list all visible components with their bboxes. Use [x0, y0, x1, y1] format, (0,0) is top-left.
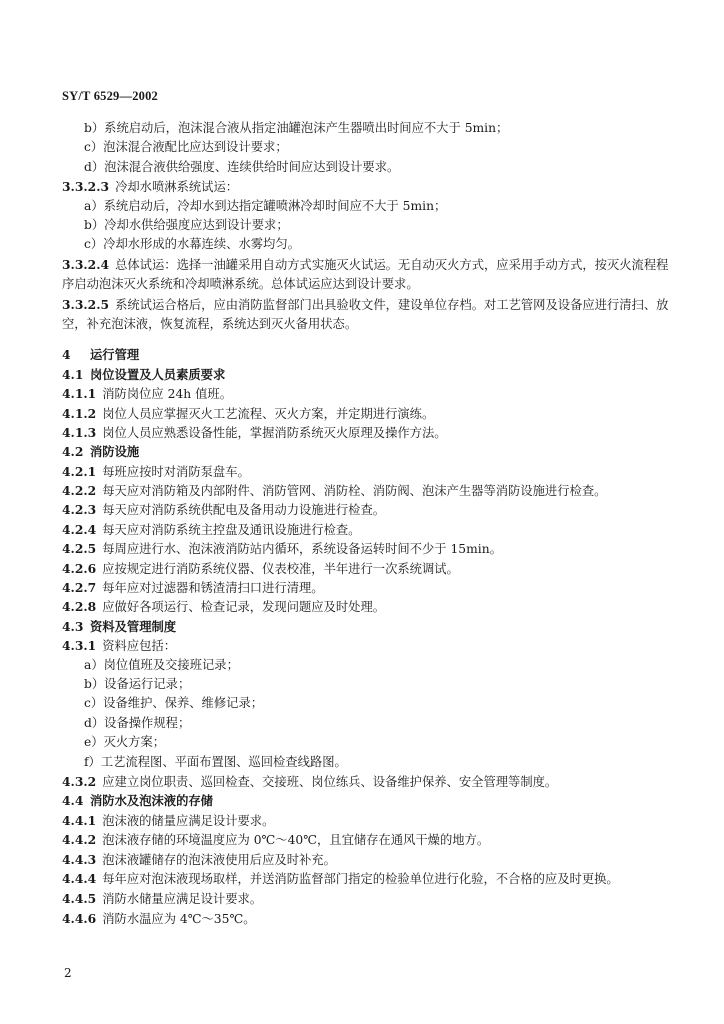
clause — [62, 177, 672, 196]
clause-text: 资料及管理制度 — [90, 618, 177, 634]
clause-text: 总体试运：选择一油罐采用自动方式实施灭火试运。无自动灭火方式，应采用手动方式，按灭火流程程序启动泡沫灭火系统和冷却喷淋系统。总体试运应达到设计要求。 — [62, 257, 669, 292]
clause-number: 4.4.5 — [62, 891, 97, 907]
clause-text: 每年应对泡沫液现场取样，并送消防监督部门指定的检验单位进行化验，不合格的应及时更换。 — [102, 871, 619, 886]
clause-number: 4.4.3 — [62, 851, 97, 867]
clause-text: 泡沫液存储的环境温度应为 0℃～40℃，且宜储存在通风干燥的地方。 — [102, 833, 490, 848]
standard-code-header: SY/T 6529—2002 — [62, 89, 158, 103]
clause-text: 消防设施 — [90, 444, 140, 460]
clause-number: 4.3.2 — [62, 773, 97, 789]
clause-text: 资料应包括： — [102, 639, 177, 654]
list-item: c）设备维护、保养、维修记录； — [84, 696, 264, 711]
clause — [62, 597, 672, 616]
clause-text: 岗位人员应掌握灭火工艺流程、灭火方案，并定期进行演练。 — [102, 406, 435, 421]
clause-text: 泡沫液的储量应满足设计要求。 — [102, 813, 275, 828]
clause — [62, 500, 672, 519]
clause — [62, 255, 672, 295]
clause-text: 每年应对过滤器和锈渣清扫口进行清理。 — [102, 581, 324, 596]
clause-number: 4.2.4 — [62, 521, 97, 537]
clause — [62, 636, 672, 655]
clause-number: 4.3 — [62, 618, 84, 634]
clause-text: 消防岗位应 24h 值班。 — [102, 387, 232, 402]
document-body — [62, 119, 672, 928]
clause — [62, 772, 672, 791]
clause-number: 4.2.5 — [62, 541, 97, 557]
clause-number: 4.3.1 — [62, 638, 97, 654]
clause — [62, 520, 672, 539]
clause — [62, 462, 672, 481]
clause-number: 4.1.2 — [62, 405, 97, 421]
clause-text: 消防水及泡沫液的存储 — [90, 793, 213, 809]
section-heading — [62, 442, 672, 461]
clause-number: 4.1.1 — [62, 386, 97, 402]
clause-text: 消防水储量应满足设计要求。 — [102, 892, 263, 907]
clause-number: 4.4.2 — [62, 832, 97, 848]
section-heading — [62, 791, 672, 810]
list-item: d）泡沫混合液供给强度、连续供给时间应达到设计要求。 — [84, 159, 400, 174]
clause-number: 4.4.4 — [62, 870, 97, 886]
list-item: c）冷却水形成的水幕连续、水雾均匀。 — [84, 237, 300, 252]
list-item: b）系统启动后，泡沫混合液从指定油罐泡沫产生器喷出时间应不大于 5min； — [84, 121, 509, 135]
clause-number: 4.2.1 — [62, 463, 97, 479]
clause-number: 4.2.7 — [62, 580, 97, 596]
clause-text: 应建立岗位职责、巡回检查、交接班、岗位练兵、设备维护保养、安全管理等制度。 — [102, 774, 558, 789]
clause-number: 4.4 — [62, 793, 84, 809]
clause — [62, 889, 672, 908]
clause — [62, 404, 672, 423]
clause-number: 4.4.6 — [62, 910, 97, 926]
section-heading — [62, 617, 672, 636]
clause-text: 每天应对消防箱及内部附件、消防管网、消防栓、消防阀、泡沫产生器等消防设施进行检查。 — [102, 484, 607, 499]
clause — [62, 578, 672, 597]
clause — [62, 850, 672, 869]
clause-text: 应做好各项运行、检查记录，发现问题应及时处理。 — [102, 600, 386, 615]
clause — [62, 295, 672, 335]
clause-text: 岗位人员应熟悉设备性能，掌握消防系统灭火原理及操作方法。 — [102, 425, 447, 440]
clause — [62, 869, 672, 889]
clause — [62, 423, 672, 442]
clause-number: 3.3.2.3 — [62, 179, 110, 195]
clause-number: 4 — [62, 347, 71, 363]
clause-text: 系统试运合格后，应由消防监督部门出具验收文件，建设单位存档。对工艺管网及设备应进行清扫、放空，补充泡沫液，恢复流程，系统达到灭火备用状态。 — [62, 297, 669, 331]
clause-number: 4.2.2 — [62, 483, 97, 499]
clause-number: 4.4.1 — [62, 812, 97, 828]
clause — [62, 481, 672, 500]
page-number: 2 — [64, 966, 72, 980]
list-item: a）岗位值班及交接班记录； — [84, 657, 239, 672]
list-item: d）设备操作规程； — [84, 715, 191, 730]
clause-number: 4.2.3 — [62, 502, 97, 518]
list-item: a）系统启动后，冷却水到达指定罐喷淋冷却时间应不大于 5min； — [84, 198, 447, 213]
clause-text: 每天应对消防系统主控盘及通讯设施进行检查。 — [102, 522, 361, 537]
clause-text: 冷却水喷淋系统试运： — [115, 180, 239, 195]
clause-number: 3.3.2.4 — [62, 256, 110, 272]
clause-number: 4.2.8 — [62, 599, 97, 615]
clause — [62, 811, 672, 830]
clause — [62, 909, 672, 928]
list-item: e）灭火方案； — [84, 735, 166, 750]
clause-text: 应按规定进行消防系统仪器、仪表校准，半年进行一次系统调试。 — [102, 561, 459, 576]
clause-text: 每班应按时对消防泵盘车。 — [102, 464, 250, 479]
clause-number: 4.1.3 — [62, 424, 97, 440]
clause-text: 消防水温应为 4℃～35℃。 — [102, 911, 256, 926]
clause-text: 泡沫液罐储存的泡沫液使用后应及时补充。 — [102, 852, 336, 867]
list-item: f）工艺流程图、平面布置图、巡回检查线路图。 — [84, 754, 347, 769]
clause-text: 运行管理 — [90, 347, 140, 363]
chapter-heading — [62, 345, 672, 364]
clause-text: 每周应进行水、泡沫液消防站内循环，系统设备运转时间不少于 15min。 — [102, 542, 502, 557]
list-item: b）冷却水供给强度应达到设计要求； — [84, 217, 289, 232]
clause-number: 4.1 — [62, 366, 84, 382]
clause-number: 4.2 — [62, 444, 84, 460]
clause — [62, 830, 672, 849]
clause — [62, 539, 672, 558]
clause-number: 3.3.2.5 — [62, 296, 110, 312]
clause — [62, 384, 672, 403]
clause-number: 4.2.6 — [62, 560, 97, 576]
list-item: c）泡沫混合液配比应达到设计要求； — [84, 140, 288, 155]
clause-text: 每天应对消防系统供配电及备用动力设施进行检查。 — [102, 503, 386, 518]
section-heading — [62, 365, 672, 384]
clause-text: 岗位设置及人员素质要求 — [90, 366, 226, 382]
clause — [62, 559, 672, 578]
list-item: b）设备运行记录； — [84, 677, 191, 691]
